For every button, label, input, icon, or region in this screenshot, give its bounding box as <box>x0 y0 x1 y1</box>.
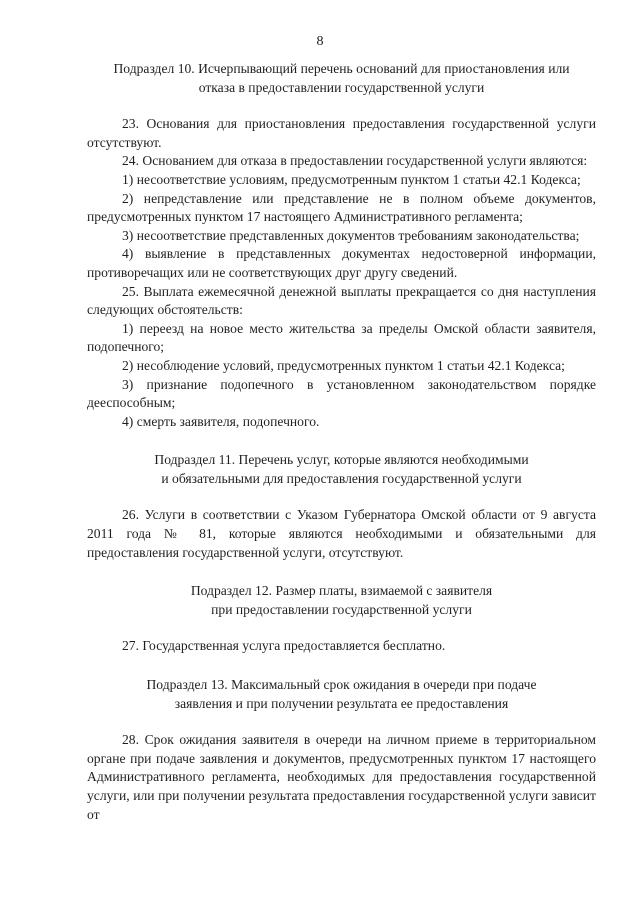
paragraph-25: 25. Выплата ежемесячной денежной выплаты прекращается со дня наступления следующих обстоятельств: <box>87 283 596 318</box>
paragraph-24-item-4: 4) выявление в представленных документах недостоверной информации, противоречащих или не соответствующих друг другу сведений. <box>87 246 596 280</box>
paragraph-25-item-4: 4) смерть заявителя, подопечного. <box>122 413 320 429</box>
paragraph-24-item-3: 3) несоответствие представленных документов требованиям законодательства; <box>122 227 580 243</box>
heading-line: Подраздел 10. Исчерпывающий перечень оснований для приостановления или <box>113 61 570 76</box>
document-body <box>87 60 596 824</box>
heading-line: при предоставлении государственной услуги <box>211 601 472 617</box>
heading-line: заявления и при получении результата ее предоставления <box>174 695 509 711</box>
heading-line: отказа в предоставлении государственной услуги <box>198 79 485 95</box>
paragraph-25-item-3: 3) признание подопечного в установленном законодательством порядке дееспособным; <box>87 376 596 411</box>
page-number: 8 <box>316 34 324 49</box>
paragraph-27: 27. Государственная услуга предоставляется бесплатно. <box>122 638 446 654</box>
paragraph-24-item-2: 2) непредставление или представление не в полном объеме документов, предусмотренных пунктом 17 настоящего Административного регламента; <box>87 190 596 225</box>
subsection-12-heading <box>87 582 596 619</box>
paragraph-28: 28. Срок ожидания заявителя в очереди на личном приеме в территориальном органе при подаче заявления и документов, предусмотренных пунктом 17 настоящего Административного регламента, необходимых для предоставления государственной услуги, или при получении результата предоставления государственной услуги зависит от <box>87 732 596 822</box>
heading-line: Подраздел 12. Размер платы, взимаемой с заявителя <box>190 583 493 599</box>
paragraph-24-item-1: 1) несоответствие условиям, предусмотренным пунктом 1 статьи 42.1 Кодекса; <box>122 171 581 187</box>
paragraph-26: 26. Услуги в соответствии с Указом Губернатора Омской области от 9 августа 2011 года № 81, которые являются необходимыми и обязательными для предоставления государственной услуги, отсутствуют. <box>87 507 596 560</box>
subsection-11-heading <box>87 451 596 488</box>
paragraph-23: 23. Основания для приостановления предоставления государственной услуги отсутствуют. <box>87 116 596 150</box>
paragraph-25-item-1: 1) переезд на новое место жительства за пределы Омской области заявителя, подопечного; <box>87 320 596 355</box>
paragraph-25-item-2: 2) несоблюдение условий, предусмотренных пунктом 1 статьи 42.1 Кодекса; <box>122 357 565 373</box>
heading-line: Подраздел 11. Перечень услуг, которые являются необходимыми <box>154 452 529 468</box>
heading-line: Подраздел 13. Максимальный срок ожидания в очереди при подаче <box>146 677 537 693</box>
subsection-13-heading <box>87 676 596 713</box>
heading-line: и обязательными для предоставления государственной услуги <box>161 470 522 486</box>
subsection-10-heading <box>87 60 596 97</box>
paragraph-24: 24. Основанием для отказа в предоставлении государственной услуги являются: <box>122 153 588 169</box>
